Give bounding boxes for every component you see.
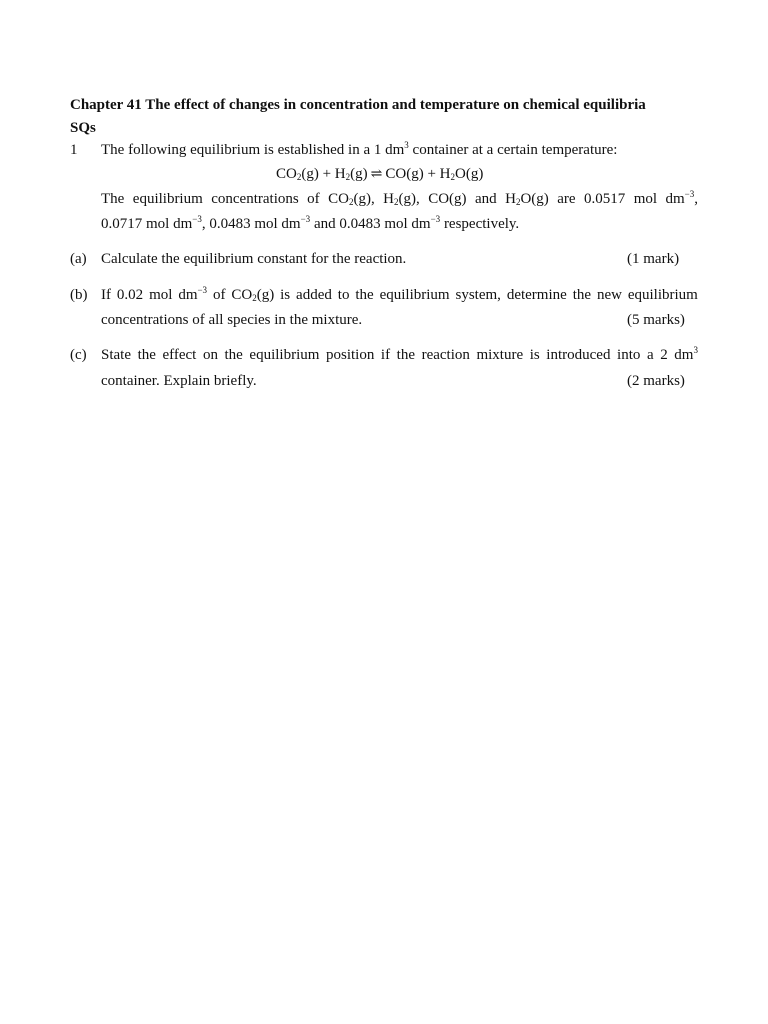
part-c-line-2: container. Explain briefly.: [101, 373, 257, 389]
part-b-marks: (5 marks): [627, 312, 685, 328]
part-b-label: (b): [70, 287, 88, 303]
part-c-marks: (2 marks): [627, 373, 685, 389]
concentrations-line-2: 0.0717 mol $dm^{-3}$, 0.0483 mol $dm^{-3}$ and 0.0483 mol $dm^{-3}$ respectively.: [101, 214, 520, 232]
question-number: 1: [70, 142, 78, 158]
question-intro: The following equilibrium is established in a 1 $dm^3$ container at a certain temperature:: [101, 140, 618, 158]
part-a-marks: (1 mark): [627, 251, 680, 267]
part-c-label: (c): [70, 347, 87, 363]
part-c-line-1: State the effect on the equilibrium position if the reaction mixture is introduced into a 2 $dm^3$: [101, 345, 698, 363]
section-subtitle: SQs: [70, 120, 96, 136]
chapter-title: Chapter 41 The effect of changes in concentration and temperature on chemical equilibria: [70, 97, 646, 113]
equilibrium-equation: $CO_2(g) + H_2(g)$ ⇌ $CO(g) + H_2O(g)$: [276, 166, 484, 182]
part-b-line-2: concentrations of all species in the mixture.: [101, 312, 363, 328]
part-a-text: Calculate the equilibrium constant for the reaction.: [101, 251, 407, 267]
concentrations-line-1: The equilibrium concentrations of $CO_2(g)$, $H_2(g)$, CO(g) and $H_2O(g)$ are 0.0517 mol $dm^{-3}$,: [101, 189, 698, 207]
part-b-line-1: If 0.02 mol $dm^{-3}$ of $CO_2(g)$ is added to the equilibrium system, determine the new equilibrium: [101, 285, 698, 303]
part-a-label: (a): [70, 251, 87, 267]
equilibrium-arrow-icon: ⇌: [370, 167, 383, 182]
